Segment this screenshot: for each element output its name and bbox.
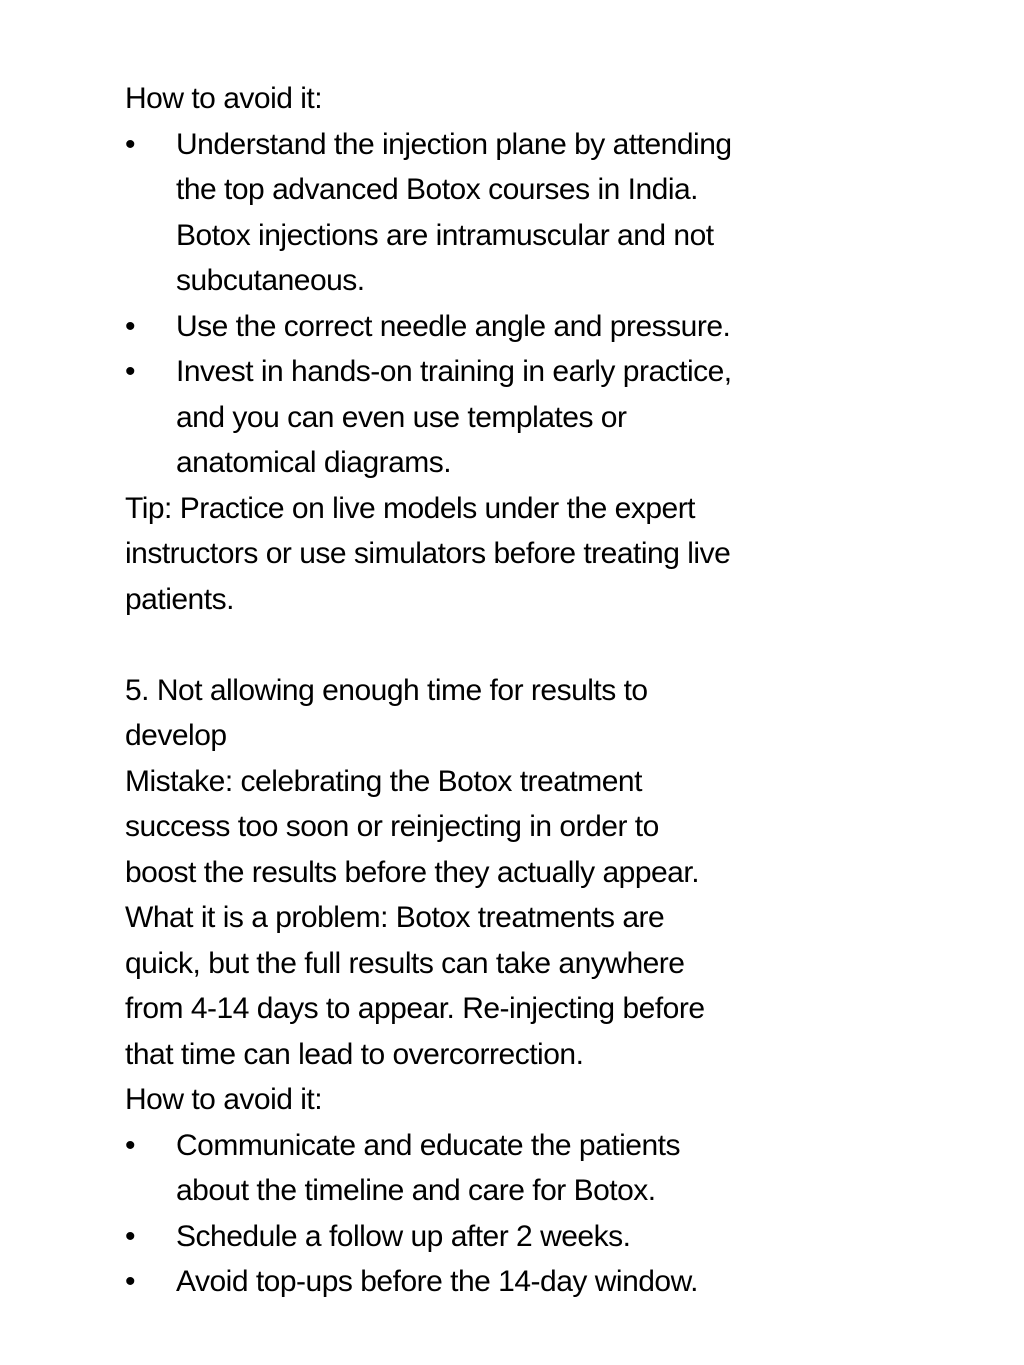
body-text: success too soon or reinjecting in order to: [125, 810, 659, 843]
body-text: Mistake: celebrating the Botox treatment: [125, 764, 642, 798]
bullet-item: [125, 1259, 885, 1305]
body-text: boost the results before they actually appear.: [125, 855, 700, 889]
body-text: What it is a problem: Botox treatments are: [125, 901, 665, 934]
bullet-text: Use the correct needle angle and pressure.: [176, 309, 731, 343]
bullet-item: [125, 304, 885, 350]
bullet-text: Understand the injection plane by attending the top advanced Botox courses in India. Botox injections are intramuscular and not subcutaneous.: [176, 127, 732, 297]
bullet-item: [125, 1214, 885, 1260]
tip-text: patients.: [125, 582, 234, 616]
bullet-icon: •: [125, 1219, 136, 1253]
tip-text: instructors or use simulators before treating live: [125, 537, 731, 570]
bullet-text: Schedule a follow up after 2 weeks.: [176, 1219, 631, 1253]
body-text: from 4-14 days to appear. Re-injecting before: [125, 992, 705, 1025]
bullet-icon: •: [125, 1128, 136, 1162]
how-to-avoid-heading: How to avoid it:: [125, 82, 323, 115]
bullet-item: [125, 349, 885, 486]
section-heading: 5. Not allowing enough time for results to: [125, 673, 648, 707]
bullet-icon: •: [125, 127, 136, 161]
body-text: quick, but the full results can take anywhere: [125, 946, 685, 980]
bullet-icon: •: [125, 1265, 136, 1298]
bullet-text: Invest in hands-on training in early practice, and you can even use templates or anatomical diagrams.: [176, 355, 732, 479]
bullet-icon: •: [125, 355, 136, 388]
how-to-avoid-heading: How to avoid it:: [125, 1083, 323, 1116]
spacer: [125, 622, 885, 668]
bullet-text: Avoid top-ups before the 14-day window.: [176, 1265, 698, 1298]
bullet-list: [125, 122, 885, 486]
bullet-icon: •: [125, 309, 136, 343]
section-heading: develop: [125, 719, 227, 752]
tip-text: Tip: Practice on live models under the expert: [125, 491, 696, 525]
bullet-item: [125, 1123, 885, 1214]
body-text: that time can lead to overcorrection.: [125, 1037, 584, 1071]
bullet-list: [125, 1123, 885, 1305]
bullet-item: [125, 122, 885, 304]
bullet-text: Communicate and educate the patients about the timeline and care for Botox.: [176, 1128, 680, 1207]
document-page: [125, 76, 885, 1305]
